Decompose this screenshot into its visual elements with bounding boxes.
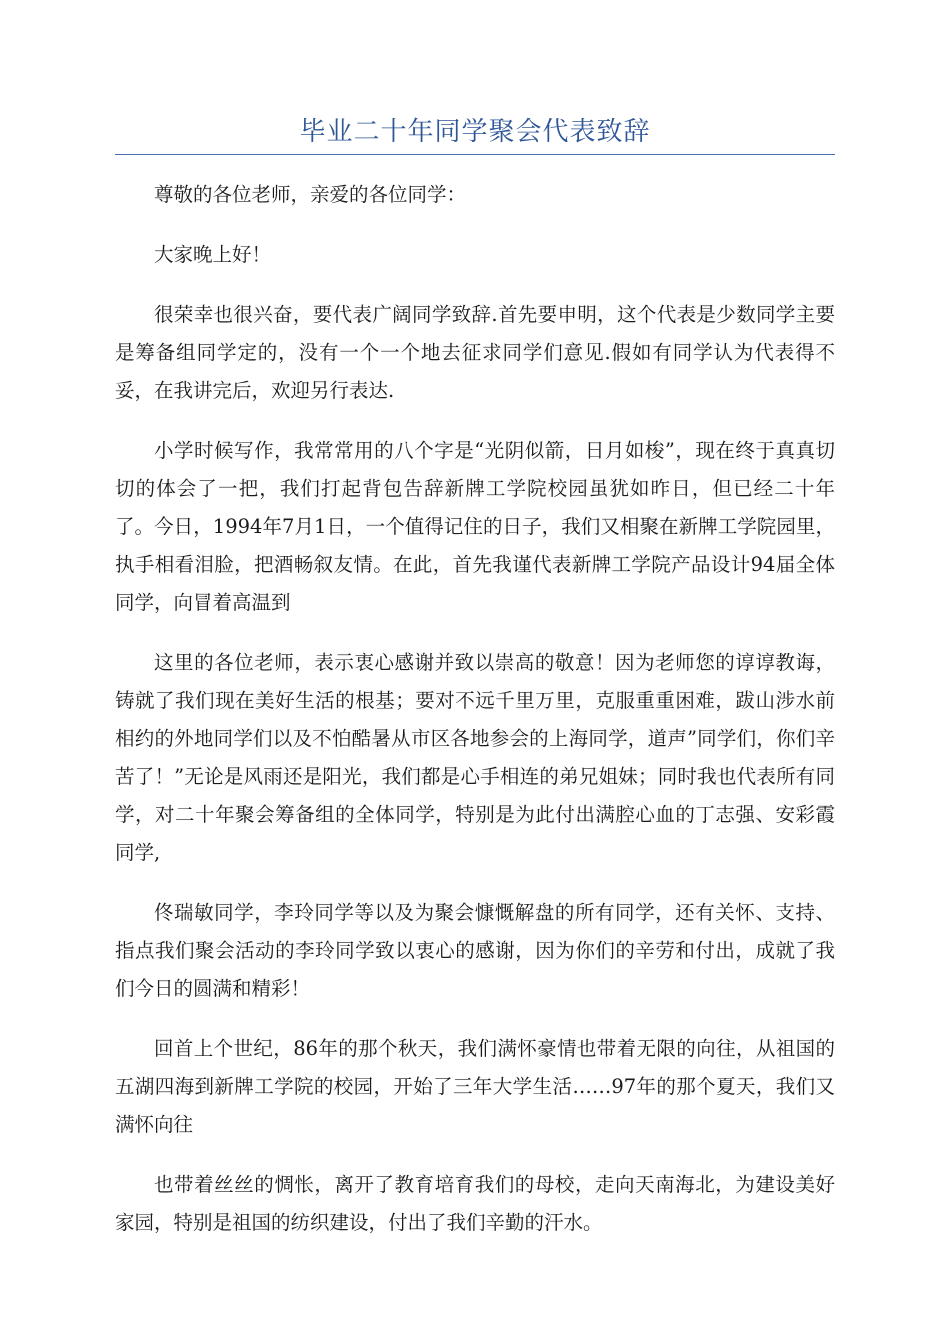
page-title: 毕业二十年同学聚会代表致辞: [299, 117, 651, 147]
paragraph: 小学时候写作，我常常用的八个字是“光阴似箭，日月如梭”，现在终于真真切切的体会了一把，我们打起背包告辞新牌工学院校园虽犹如昨日，但已经二十年了。今日，1994年7月1日，一个值得记住的日子，我们又相聚在新牌工学院园里，执手相看泪脸，把酒畅叙友情。在此，首先我谨代表新牌工学院产品设计94届全体同学，向冒着高温到: [115, 439, 835, 614]
document-body: [115, 176, 835, 1264]
paragraph: 这里的各位老师，表示衷心感谢并致以崇高的敬意！因为老师您的谆谆教诲，铸就了我们现在美好生活的根基；要对不远千里万里，克服重重困难，跋山涉水前相约的外地同学们以及不怕酷暑从市区各地参会的上海同学，道声”同学们，你们辛苦了！”无论是风雨还是阳光，我们都是心手相连的弟兄姐妹；同时我也代表所有同学，对二十年聚会筹备组的全体同学，特别是为此付出满腔心血的丁志强、安彩霞同学,: [115, 651, 835, 864]
title-underline: [115, 154, 835, 155]
paragraph: 很荣幸也很兴奋，要代表广阔同学致辞.首先要申明，这个代表是少数同学主要是筹备组同学定的，没有一个一个地去征求同学们意见.假如有同学认为代表得不妥，在我讲完后，欢迎另行表达.: [115, 303, 835, 402]
paragraph: 佟瑞敏同学，李玲同学等以及为聚会慷慨解盘的所有同学，还有关怀、支持、指点我们聚会活动的李玲同学致以衷心的感谢，因为你们的辛劳和付出，成就了我们今日的圆满和精彩！: [115, 901, 835, 1000]
greeting: 大家晚上好！: [154, 243, 272, 266]
salutation: 尊敬的各位老师，亲爱的各位同学：: [154, 183, 467, 206]
paragraph: 回首上个世纪，86年的那个秋天，我们满怀豪情也带着无限的向往，从祖国的五湖四海到新牌工学院的校园，开始了三年大学生活……97年的那个夏天，我们又满怀向往: [115, 1037, 835, 1136]
paragraph: 也带着丝丝的惆怅，离开了教育培育我们的母校，走向天南海北，为建设美好家园，特别是祖国的纺织建设，付出了我们辛勤的汗水。: [115, 1173, 835, 1234]
